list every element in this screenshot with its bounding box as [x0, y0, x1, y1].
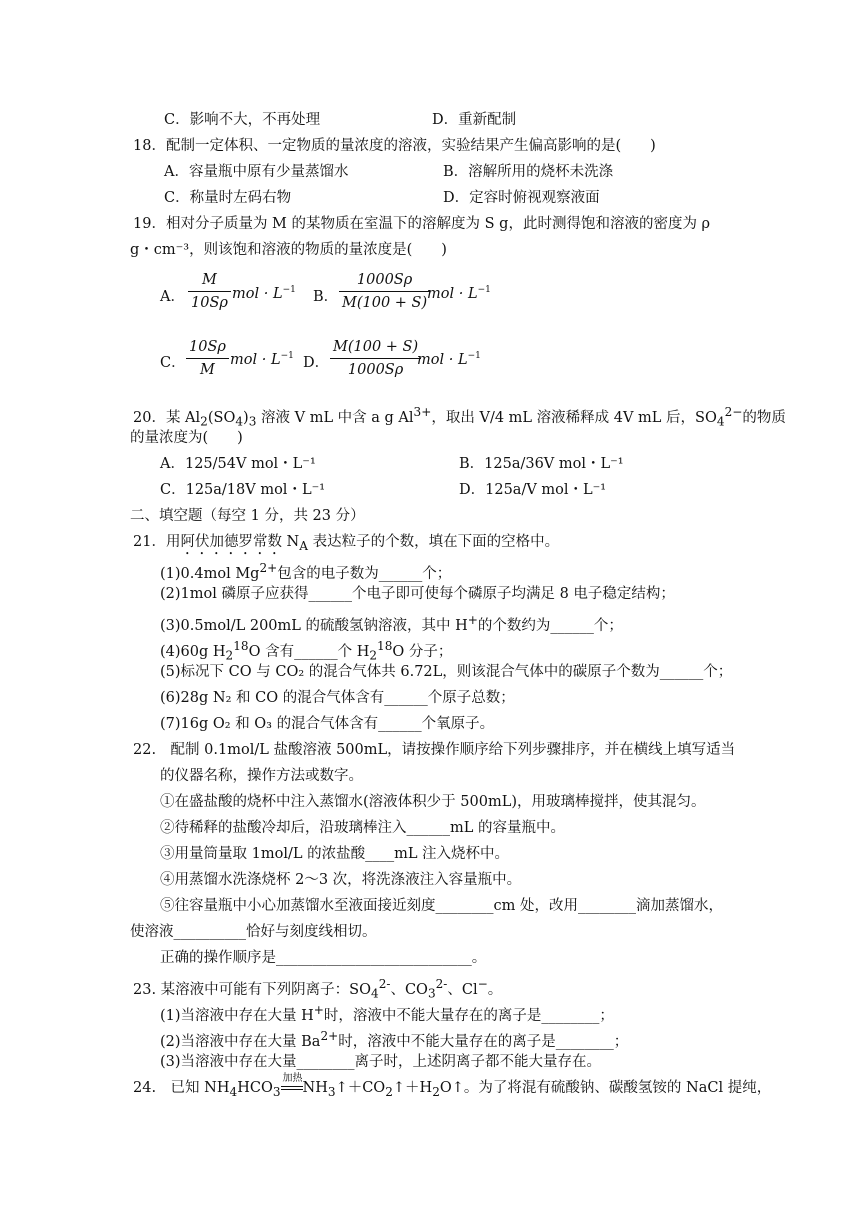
q21-stem: 21．用阿伏加德罗常数 $N_A$ 表达粒子的个数，填在下面的空格中。 [133, 534, 560, 553]
q20-stem-line2: 的量浓度为( ) [130, 430, 243, 446]
q22-stem-line2: 的仪器名称，操作方法或数字。 [160, 768, 363, 784]
q23-stem: 23. 某溶液中可能有下列阴离子：$SO_4^{2-}$、$CO_3^{2-}$、Cl−。 [133, 977, 503, 1001]
q18-option-a: A．容量瓶中原有少量蒸馏水 [164, 164, 349, 180]
q19-b-denominator: M(100 + S) [342, 295, 428, 311]
q19-stem-line2: g・cm⁻³，则该饱和溶液的物质的量浓度是( ) [130, 242, 447, 258]
unit-text: mol · L [232, 285, 283, 302]
q18-option-d: D．定容时俯视观察液面 [443, 190, 600, 206]
q20-option-c: C．125a/18V mol・L⁻¹ [160, 482, 326, 498]
q21-item-7: (7)16g O₂ 和 O₃ 的混合气体含有______个氧原子。 [160, 716, 495, 732]
q17-option-d: D．重新配制 [432, 112, 517, 128]
q19-option-a-unit [232, 285, 296, 302]
q20-option-a: A．125/54V mol・L⁻¹ [160, 456, 316, 472]
q21-item-2: (2)1mol 磷原子应获得______个电子即可使每个磷原子均满足 8 电子稳定结构； [160, 586, 675, 602]
q19-option-c-unit [230, 351, 294, 368]
heating-condition-label: 加热 [282, 1073, 303, 1084]
q24-stem: 24. 已知 $NH_4HCO_3$ 加热 $NH_3↑+CO_2↑+H_2O↑$。为了将混有硫酸钠、碳酸氢铵的 NaCl 提纯， [133, 1078, 771, 1102]
section-heading-fill-in: 二、填空题（每空 1 分，共 23 分） [130, 508, 365, 524]
q22-step-5-line1: ⑤往容量瓶中小心加蒸馏水至液面接近刻度________cm 处，改用________滴加蒸馏水， [160, 898, 723, 914]
q19-option-b-label: B． [313, 289, 339, 305]
q19-option-d-unit [417, 351, 481, 368]
q19-d-denominator: 1000Sρ [347, 362, 404, 378]
heating-condition-arrow [281, 1073, 303, 1098]
q19-b-numerator: 1000Sρ [339, 272, 430, 292]
q18-option-c: C．称量时左码右物 [164, 190, 292, 206]
q19-c-denominator: M [200, 362, 215, 378]
q20-stem-line1: 20．某 $Al_2(SO_4)_3$ 溶液 V mL 中含 a g $Al^{3+}$，取出 V/4 mL 溶液稀释成 4V mL 后，$SO_4^{2-}$的物质 [133, 405, 786, 429]
q19-c-numerator: 10Sρ [186, 339, 229, 359]
q19-option-d-fraction [330, 339, 421, 378]
unit-text: mol · L [417, 351, 468, 368]
q19-d-numerator: M(100 + S) [330, 339, 421, 359]
q19-option-b-unit [427, 285, 491, 302]
q21-item-1: (1)0.4mol $Mg^{2+}$包含的电子数为______个； [160, 561, 452, 582]
q21-item-3: (3)0.5mol/L 200mL 的硫酸氢钠溶液，其中 H+的个数约为______个； [160, 613, 623, 634]
q19-option-b-fraction [339, 272, 430, 311]
unit-exponent: −1 [477, 285, 491, 295]
unit-text: mol · L [427, 285, 478, 302]
q22-order: 正确的操作顺序是___________________________。 [160, 950, 487, 966]
q17-option-c: C．影响不大，不再处理 [164, 112, 321, 128]
q22-stem-line1: 22. 配制 0.1mol/L 盐酸溶液 500mL，请按操作顺序给下列步骤排序，并在横线上填写适当 [133, 742, 736, 758]
q21-item-5: (5)标况下 CO 与 CO₂ 的混合气体共 6.72L，则该混合气体中的碳原子个数为______个； [160, 664, 733, 680]
q19-a-denominator: 10Sρ [191, 295, 228, 311]
q21-item-6: (6)28g N₂ 和 CO 的混合气体含有______个原子总数； [160, 690, 515, 706]
q18-stem: 18．配制一定体积、一定物质的量浓度的溶液，实验结果产生偏高影响的是( ) [133, 138, 656, 154]
q22-step-5-line2: 使溶液__________恰好与刻度线相切。 [130, 924, 377, 940]
q22-step-1: ①在盛盐酸的烧杯中注入蒸馏水(溶液体积少于 500mL)，用玻璃棒搅拌，使其混匀。 [160, 794, 706, 810]
q22-step-4: ④用蒸馏水洗涤烧杯 2～3 次，将洗涤液注入容量瓶中。 [160, 872, 522, 888]
q23-item-3: (3)当溶液中存在大量________离子时，上述阴离子都不能大量存在。 [160, 1054, 602, 1070]
q19-stem-line1: 19．相对分子质量为 M 的某物质在室温下的溶解度为 S g，此时测得饱和溶液的密度为 ρ [133, 216, 711, 232]
q22-step-3: ③用量筒量取 1mol/L 的浓盐酸____mL 注入烧杯中。 [160, 846, 510, 862]
unit-exponent: −1 [467, 351, 481, 361]
q21-item-4: (4)60g $H_2^{18}O$ 含有______个 $H_2^{18}O$ 分子； [160, 639, 453, 663]
q19-option-c-fraction [186, 339, 229, 378]
q20-option-b: B．125a/36V mol・L⁻¹ [459, 456, 624, 472]
q18-option-b: B．溶解所用的烧杯未洗涤 [443, 164, 614, 180]
q19-option-c-label: C． [160, 355, 186, 371]
q23-item-2: (2)当溶液中存在大量 $Ba^{2+}$时，溶液中不能大量存在的离子是________； [160, 1029, 629, 1050]
q19-a-numerator: M [188, 272, 231, 292]
unit-text: mol · L [230, 351, 281, 368]
q19-option-a-label: A． [160, 289, 185, 305]
q19-option-a-fraction [188, 272, 231, 311]
unit-exponent: −1 [280, 351, 294, 361]
unit-exponent: −1 [282, 285, 296, 295]
q19-option-d-label: D． [303, 355, 330, 371]
q22-step-2: ②待稀释的盐酸冷却后，沿玻璃棒注入______mL 的容量瓶中。 [160, 820, 565, 836]
q20-option-d: D．125a/V mol・L⁻¹ [459, 482, 607, 498]
q23-item-1: (1)当溶液中存在大量 H+时，溶液中不能大量存在的离子是________； [160, 1003, 614, 1024]
